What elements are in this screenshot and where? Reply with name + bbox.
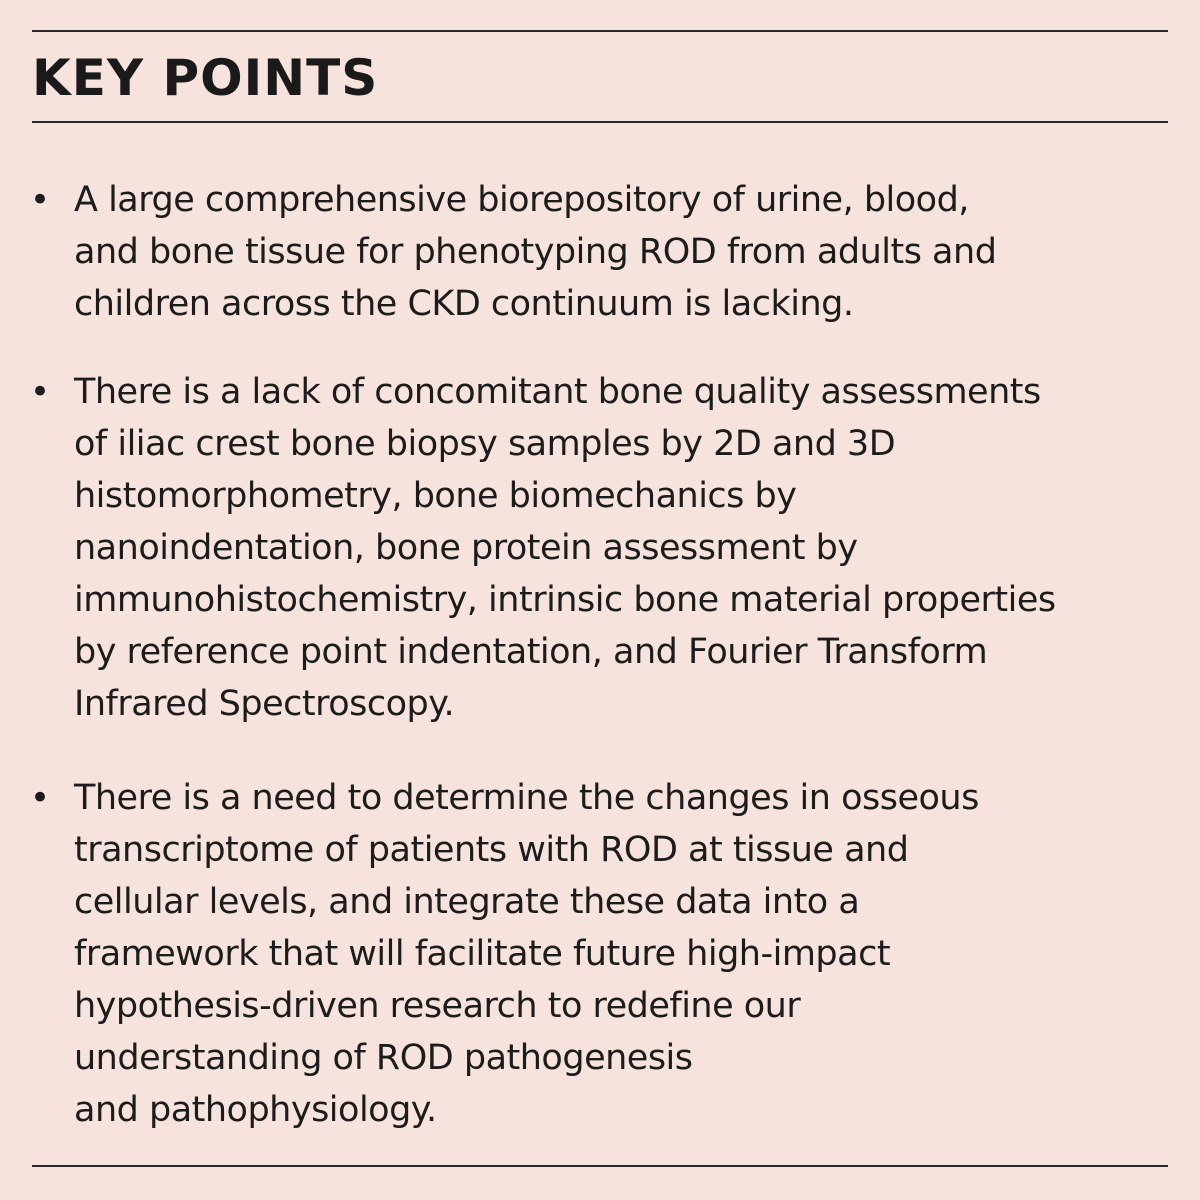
key-point-line: cellular levels, and integrate these data into a (74, 882, 860, 922)
bullet-icon: • (30, 180, 51, 220)
key-point-text (74, 772, 1175, 1136)
key-point-line: and bone tissue for phenotyping ROD from adults and (74, 232, 997, 272)
key-point-2 (30, 366, 1175, 730)
bullet-icon: • (30, 372, 51, 412)
key-point-line: by reference point indentation, and Fourier Transform (74, 632, 988, 672)
key-point-line: understanding of ROD pathogenesis (74, 1038, 693, 1078)
bottom-divider (32, 1165, 1168, 1167)
key-point-line: children across the CKD continuum is lacking. (74, 284, 854, 324)
bullet-icon: • (30, 778, 51, 818)
key-point-text (74, 174, 1175, 330)
key-point-line: Infrared Spectroscopy. (74, 684, 455, 724)
key-point-line: There is a lack of concomitant bone quality assessments (74, 372, 1041, 412)
key-point-line: hypothesis-driven research to redefine our (74, 986, 801, 1026)
key-point-line: and pathophysiology. (74, 1090, 437, 1130)
key-point-line: histomorphometry, bone biomechanics by (74, 476, 797, 516)
key-point-1 (30, 174, 1175, 330)
top-divider (32, 30, 1168, 32)
key-point-3 (30, 772, 1175, 1136)
key-point-line: A large comprehensive biorepository of urine, blood, (74, 180, 969, 220)
heading-divider (32, 121, 1168, 123)
key-point-line: framework that will facilitate future high-impact (74, 934, 891, 974)
key-point-line: nanoindentation, bone protein assessment by (74, 528, 858, 568)
key-point-text (74, 366, 1175, 730)
key-point-line: There is a need to determine the changes in osseous (74, 778, 979, 818)
key-point-line: transcriptome of patients with ROD at tissue and (74, 830, 909, 870)
key-point-line: immunohistochemistry, intrinsic bone material properties (74, 580, 1056, 620)
key-point-line: of iliac crest bone biopsy samples by 2D and 3D (74, 424, 896, 464)
key-points-heading: KEY POINTS (32, 49, 379, 107)
